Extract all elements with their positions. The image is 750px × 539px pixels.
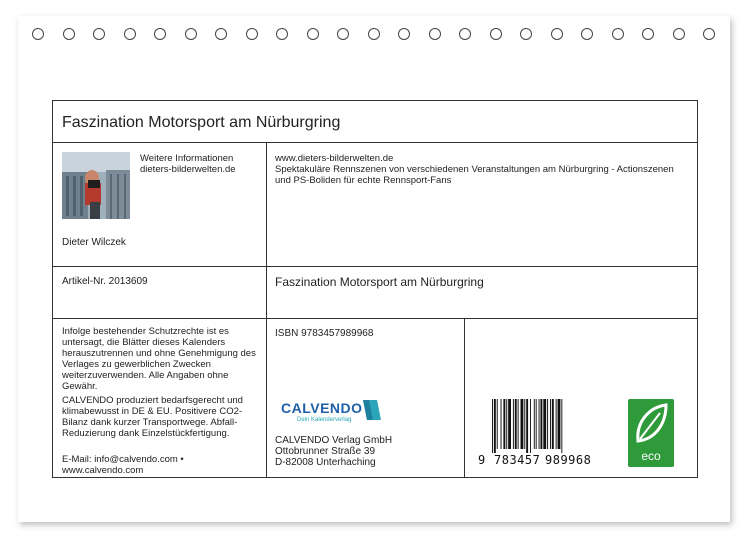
ring [551, 28, 563, 40]
ring [429, 28, 441, 40]
barcode-bar [561, 399, 562, 453]
photo-image [62, 152, 130, 219]
article-title: Faszination Motorsport am Nürburgring [275, 275, 484, 289]
barcode-bar [526, 399, 528, 453]
author-photo [62, 152, 130, 219]
barcode-bar [521, 399, 524, 449]
barcode-bar [543, 399, 546, 449]
ring [63, 28, 75, 40]
author-name: Dieter Wilczek [62, 237, 126, 248]
barcode-first-digit: 9 [478, 453, 486, 467]
divider [53, 142, 697, 143]
publisher-address [275, 435, 392, 468]
ring [398, 28, 410, 40]
eco-note: CALVENDO produziert bedarfsgerecht und klimabewusst in DE & EU. Positivere CO2-Bilanz dank kurzer Transportwege. Abfall-Reduzierung dank Einzelstückfertigung. [62, 395, 243, 439]
page-title: Faszination Motorsport am Nürburgring [62, 114, 341, 131]
ring [215, 28, 227, 40]
barcode-bar [508, 399, 511, 449]
barcode-bar [550, 399, 551, 449]
isbn: ISBN 9783457989968 [275, 328, 374, 339]
barcode-bar [539, 399, 540, 449]
logo-name: CALVENDO [281, 400, 363, 416]
barcode-group-1: 783457 [494, 453, 541, 467]
author-info: Weitere Informationen dieters-bilderwelten.de [140, 153, 236, 175]
barcode-bar [558, 399, 561, 449]
ring [93, 28, 105, 40]
ring [185, 28, 197, 40]
calvendo-flag-icon [361, 398, 383, 422]
barcode-bar [536, 399, 537, 449]
ring [642, 28, 654, 40]
divider [464, 318, 465, 477]
ring [368, 28, 380, 40]
ring [32, 28, 44, 40]
barcode-bar [494, 399, 496, 453]
barcode-bar [501, 399, 502, 449]
divider [53, 266, 697, 267]
barcode-bar [524, 399, 525, 449]
divider [53, 318, 697, 319]
article-number: Artikel-Nr. 2013609 [62, 276, 148, 287]
eco-label: eco [641, 449, 661, 463]
barcode-bar [513, 399, 514, 449]
publisher-name: CALVENDO Verlag GmbH [275, 435, 393, 446]
description-text: Spektakuläre Rennszenen von verschiedenen Veranstaltungen am Nürburgring - Actionszenen und PS-Boliden für echte Rennsport-Fans [275, 164, 674, 186]
leaf-icon [628, 399, 674, 449]
barcode-bar [534, 399, 535, 449]
barcode-bar [506, 399, 507, 449]
description [275, 153, 690, 186]
ring [581, 28, 593, 40]
description-url: www.dieters-bilderwelten.de [275, 153, 394, 164]
barcode-bar [556, 399, 557, 449]
ring [490, 28, 502, 40]
barcode-bar [497, 399, 498, 449]
info-table [52, 100, 698, 478]
barcode-bar [492, 399, 493, 453]
barcode-bar [503, 399, 505, 449]
publisher-city: D-82008 Unterhaching [275, 457, 376, 468]
barcode-bar [518, 399, 519, 449]
barcode-bar [552, 399, 554, 449]
ring [673, 28, 685, 40]
ring [703, 28, 715, 40]
logo-tagline: Dein Kalenderverlag [297, 417, 352, 423]
contact-info: E-Mail: info@calvendo.com • www.calvendo.com [62, 454, 184, 476]
barcode [490, 399, 596, 459]
ring [459, 28, 471, 40]
eco-badge [628, 399, 674, 467]
ring [307, 28, 319, 40]
calvendo-logo [275, 394, 395, 428]
ring [154, 28, 166, 40]
ring [612, 28, 624, 40]
barcode-bar [547, 399, 548, 449]
barcode-bar [515, 399, 517, 449]
binding-rings [0, 0, 750, 40]
ring [246, 28, 258, 40]
barcode-bar [540, 399, 542, 449]
barcode-bar [530, 399, 531, 453]
ring [520, 28, 532, 40]
ring [337, 28, 349, 40]
ring [276, 28, 288, 40]
barcode-bars [490, 399, 596, 453]
barcode-group-2: 989968 [545, 453, 592, 467]
ring [124, 28, 136, 40]
publisher-street: Ottobrunner Straße 39 [275, 446, 376, 457]
copyright-notice: Infolge bestehender Schutzrechte ist es untersagt, die Blätter dieses Kalenders herauszutrennen und ohne Genehmigung des Verlages zu gewerblichen Zwecken weiterzuverwenden. Alle Angaben ohne Gewähr. [62, 326, 256, 392]
divider [266, 142, 267, 477]
